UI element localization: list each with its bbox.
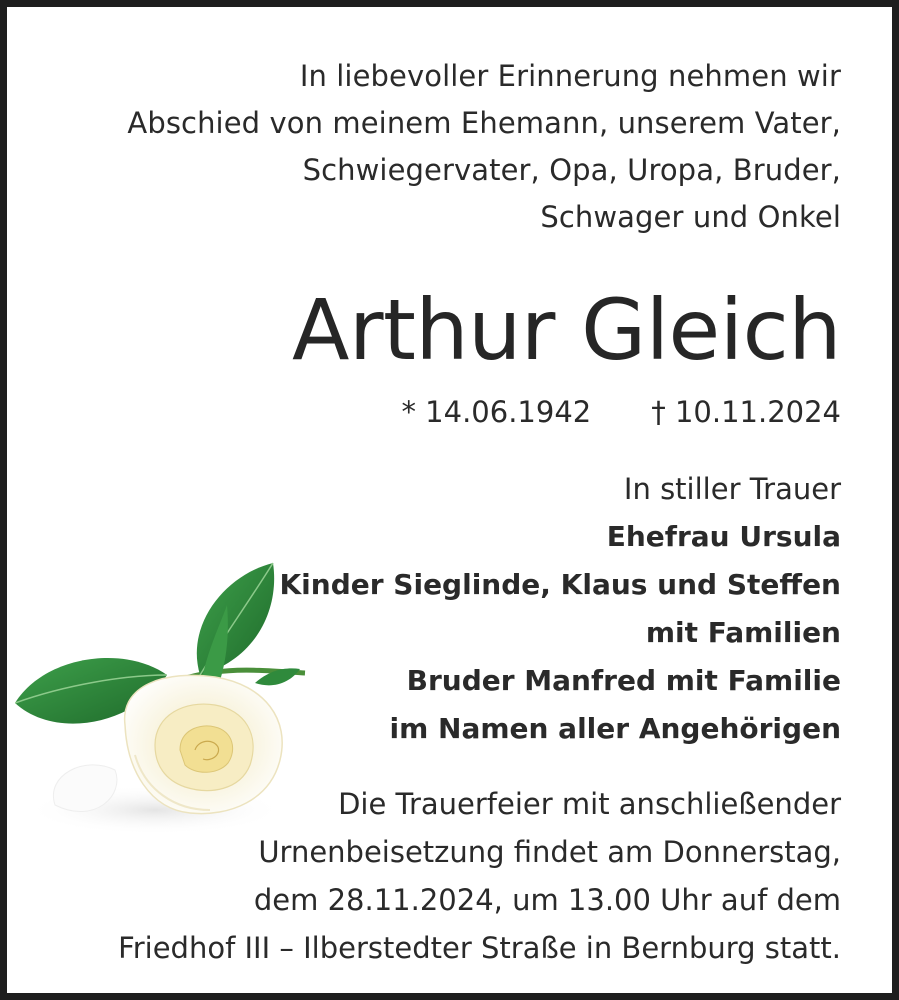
service-line: dem 28.11.2024, um 13.00 Uhr auf dem — [253, 883, 841, 917]
intro-text — [127, 53, 841, 241]
mourner-line: im Namen aller Angehörigen — [389, 712, 841, 745]
life-dates — [401, 388, 841, 436]
deceased-name: Arthur Gleich — [291, 281, 841, 379]
mourners-block — [279, 465, 841, 753]
intro-line: Schwiegervater, Opa, Uropa, Bruder, — [302, 153, 841, 187]
service-line: Urnenbeisetzung findet am Donnerstag, — [258, 835, 841, 869]
mourning-intro: In stiller Trauer — [623, 472, 841, 506]
mourner-line: mit Familien — [645, 616, 841, 649]
intro-line: In liebevoller Erinnerung nehmen wir — [299, 59, 841, 93]
mourner-line: Ehefrau Ursula — [606, 520, 841, 553]
service-line: Die Trauerfeier mit anschließender — [338, 787, 841, 821]
intro-line: Schwager und Onkel — [540, 200, 841, 234]
mourner-line: Kinder Sieglinde, Klaus und Steffen — [279, 568, 841, 601]
mourner-line: Bruder Manfred mit Familie — [406, 664, 841, 697]
intro-line: Abschied von meinem Ehemann, unserem Vater, — [127, 106, 841, 140]
death-date: † 10.11.2024 — [651, 395, 841, 429]
service-info — [118, 780, 841, 972]
birth-date: * 14.06.1942 — [401, 395, 592, 429]
service-line: Friedhof III – Ilberstedter Straße in Bernburg statt. — [118, 931, 841, 965]
